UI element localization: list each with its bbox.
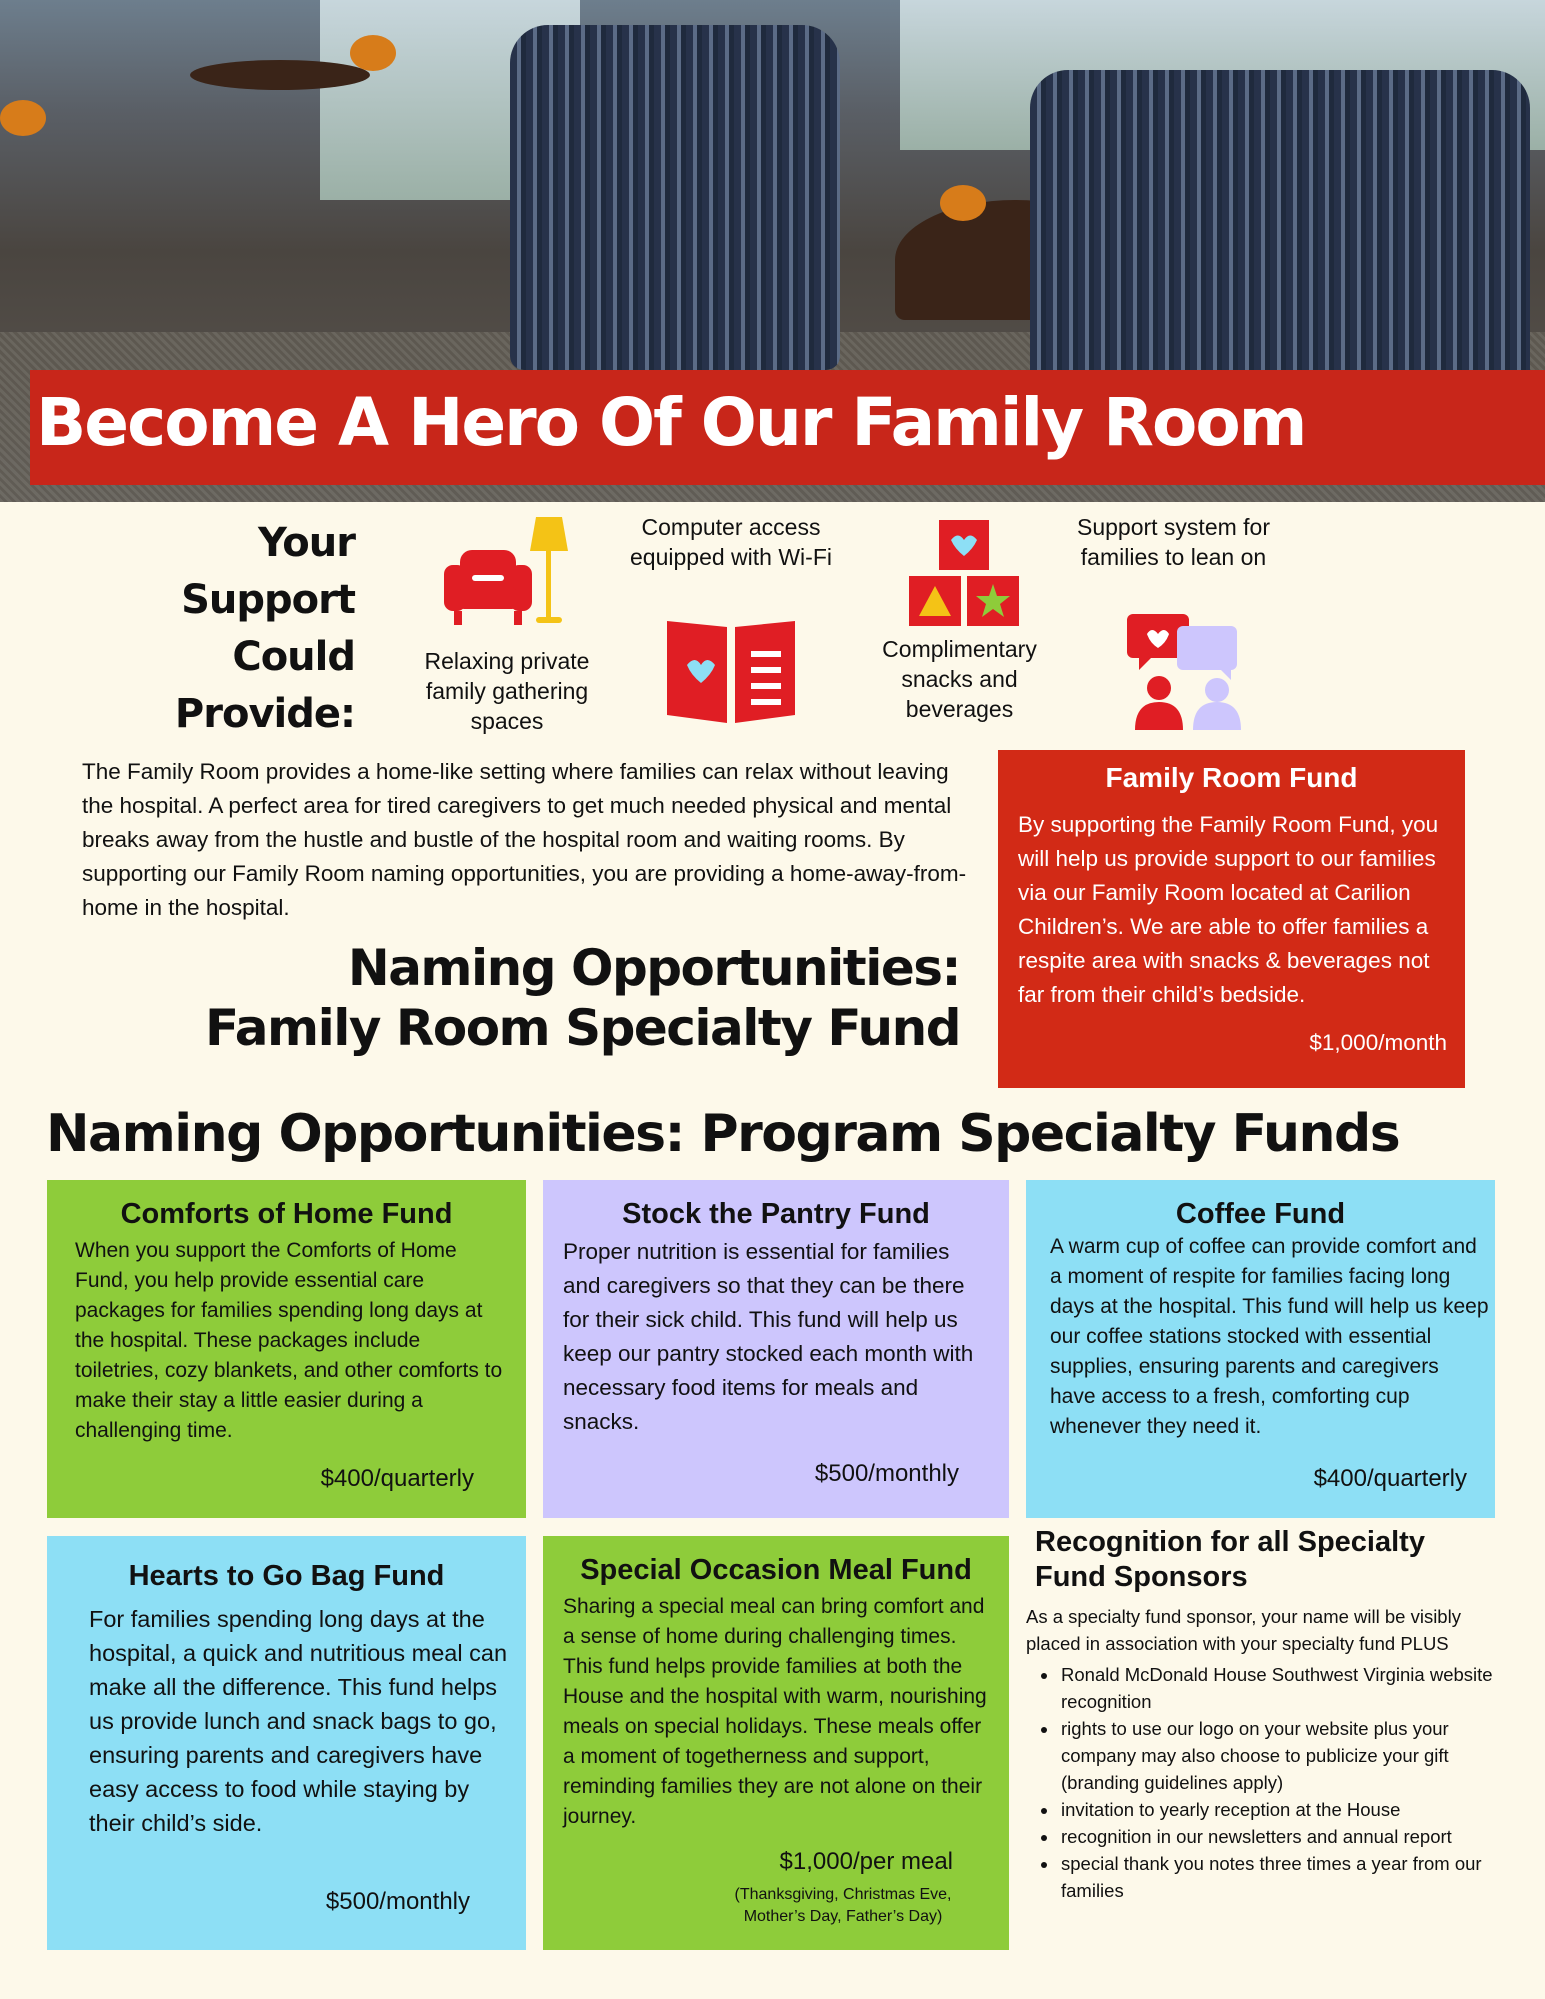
- hero-pumpkin: [940, 185, 986, 221]
- hero-table: [190, 60, 370, 90]
- armchair-lamp-icon: [440, 515, 570, 645]
- fund-description: By supporting the Family Room Fund, you will help us provide support to our families via our Family Room located at Carilion Children’s. We are able to offer families a respite area with snacks & beverages not far from their child’s bedside.: [1018, 812, 1439, 1007]
- support-heading: [140, 515, 355, 743]
- page-title: Become A Hero Of Our Family Room: [36, 384, 1306, 461]
- fund-price: $1,000/month: [1309, 1030, 1447, 1055]
- heading-line: Naming Opportunities:: [347, 939, 960, 997]
- hearts-to-go-bag-fund-card: [47, 1536, 526, 1950]
- benefit-item: • invitation to yearly reception at the House: [1059, 1796, 1496, 1823]
- people-chat-icon: [1125, 612, 1245, 732]
- program-naming-heading: Naming Opportunities: Program Specialty Funds: [46, 1104, 1400, 1164]
- fund-description: Sharing a special meal can bring comfort and a sense of home during challenging times. This fund helps provide families at both the House and the hospital with warm, nourishing meals on special holidays. These meals offer a moment of togetherness and support, reminding families they are not alone on their journey.: [563, 1595, 987, 1828]
- recognition-intro: As a specialty fund sponsor, your name will be visibly placed in association with your specialty fund PLUS: [1026, 1606, 1461, 1654]
- benefit-item: • special thank you notes three times a year from our families: [1059, 1850, 1496, 1904]
- special-occasion-meal-fund-card: [543, 1536, 1009, 1950]
- support-heading-line: Your: [258, 520, 355, 566]
- family-room-fund-card: [998, 750, 1465, 1088]
- fund-price: $500/monthly: [325, 1888, 470, 1915]
- recognition-benefits-list: [1026, 1661, 1496, 1904]
- recognition-title: Recognition for all Specialty Fund Sponsors: [1035, 1526, 1425, 1593]
- fund-description: When you support the Comforts of Home Fund, you help provide essential care packages for families spending long days at the hospital. These packages include toiletries, cozy blankets, and other comforts to make their stay a little easier during a challenging time.: [75, 1239, 503, 1442]
- stock-the-pantry-fund-card: [543, 1180, 1009, 1518]
- fund-description: A warm cup of coffee can provide comfort and a moment of respite for families facing long days at the hospital. This fund will help us keep our coffee stations stocked with essential supplies, ensuring parents and caregivers have access to a fresh, comforting cup whenever they need it.: [1050, 1235, 1489, 1438]
- recognition-section: [1026, 1525, 1496, 1904]
- title-banner: [30, 370, 1545, 485]
- feature-label: Relaxing private family gathering spaces: [424, 648, 590, 734]
- fund-title: Stock the Pantry Fund: [622, 1198, 930, 1230]
- benefit-item: • Ronald McDonald House Southwest Virginia website recognition: [1059, 1661, 1496, 1715]
- fund-title: Comforts of Home Fund: [120, 1198, 453, 1230]
- hero-pumpkin: [350, 35, 396, 71]
- hero-armchair: [1030, 70, 1530, 400]
- family-room-naming-heading: [100, 938, 960, 1058]
- intro-paragraph: The Family Room provides a home-like setting where families can relax without leaving the hospital. A perfect area for tired caregivers to get much needed physical and mental breaks away from the hustle and bustle of the hospital room and waiting rooms. By supporting our Family Room naming opportunities, you are providing a home-away-from-home in the hospital.: [82, 759, 967, 920]
- fund-price: $400/quarterly: [320, 1465, 474, 1492]
- fund-holiday-note: (Thanksgiving, Christmas Eve, Mother’s Day, Father’s Day): [734, 1886, 952, 1925]
- support-heading-line: Could: [232, 634, 355, 680]
- benefit-item: • recognition in our newsletters and annual report: [1059, 1823, 1496, 1850]
- fund-title: Family Room Fund: [1105, 762, 1358, 793]
- open-book-icon: [665, 615, 797, 725]
- support-heading-line: Provide:: [174, 691, 355, 737]
- hero-armchair: [510, 25, 840, 370]
- toy-blocks-icon: [905, 520, 1040, 628]
- coffee-fund-card: [1026, 1180, 1495, 1518]
- support-heading-line: Support: [181, 577, 355, 623]
- feature-label: Complimentary snacks and beverages: [882, 636, 1037, 722]
- hero-pumpkin: [0, 100, 46, 136]
- benefit-item: • rights to use our logo on your website plus your company may also choose to publicize your gift (branding guidelines apply): [1059, 1715, 1496, 1796]
- fund-title: Coffee Fund: [1175, 1198, 1346, 1230]
- feature-label: Computer access equipped with Wi-Fi: [630, 514, 832, 570]
- comforts-of-home-fund-card: [47, 1180, 526, 1518]
- fund-price: $1,000/per meal: [779, 1848, 953, 1875]
- fund-title: Hearts to Go Bag Fund: [128, 1560, 445, 1592]
- fund-price: $400/quarterly: [1313, 1465, 1467, 1492]
- fund-price: $500/monthly: [814, 1460, 959, 1487]
- feature-label: Support system for families to lean on: [1076, 514, 1271, 570]
- fund-description: For families spending long days at the hospital, a quick and nutritious meal can make all the difference. This fund helps us provide lunch and snack bags to go, ensuring parents and caregivers have easy access to food while staying by their child’s side.: [89, 1606, 508, 1836]
- heading-line: Family Room Specialty Fund: [205, 999, 960, 1057]
- fund-title: Special Occasion Meal Fund: [580, 1554, 972, 1586]
- fund-description: Proper nutrition is essential for families and caregivers so that they can be there for their sick child. This fund will help us keep our pantry stocked each month with necessary food items for meals and snacks.: [563, 1239, 974, 1434]
